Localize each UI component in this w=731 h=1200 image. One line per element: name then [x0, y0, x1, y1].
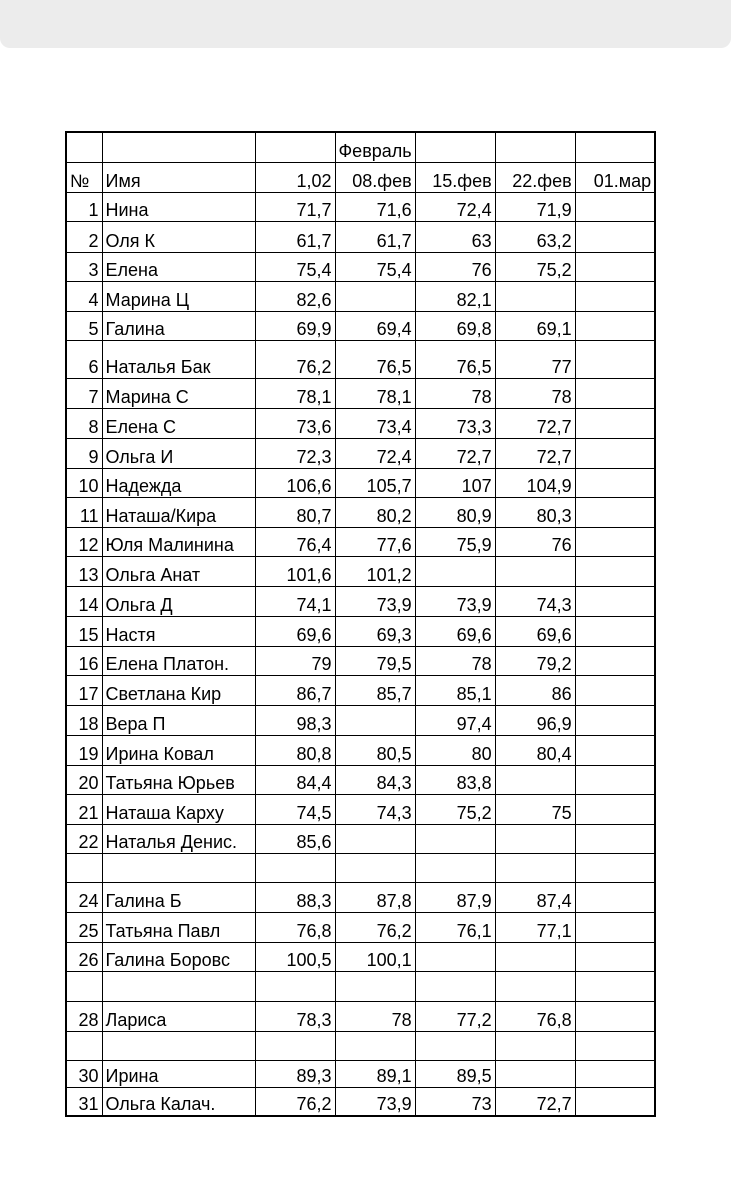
participant-name: Лариса	[102, 1001, 255, 1031]
weight-value: 76,5	[415, 340, 495, 378]
weight-value	[575, 616, 655, 646]
row-number: 28	[66, 1001, 102, 1031]
weight-value: 69,6	[415, 616, 495, 646]
table-row	[66, 971, 655, 1001]
weight-value: 76,1	[415, 912, 495, 942]
weight-value: 83,8	[415, 765, 495, 794]
table-row	[66, 912, 655, 942]
row-number: 4	[66, 281, 102, 311]
weight-table	[65, 131, 656, 1117]
weight-value: 78	[495, 378, 575, 408]
weight-value: 76,5	[335, 340, 415, 378]
weight-value	[575, 646, 655, 675]
date-header: 08.фев	[335, 162, 415, 192]
weight-value: 84,4	[255, 765, 335, 794]
weight-value: 76,4	[255, 527, 335, 556]
table-row	[66, 468, 655, 497]
table-row	[66, 882, 655, 912]
weight-value: 73,3	[415, 408, 495, 438]
weight-value	[495, 765, 575, 794]
weight-value: 76	[415, 252, 495, 281]
weight-value: 72,4	[415, 192, 495, 221]
weight-value	[495, 824, 575, 853]
weight-value: 77	[495, 340, 575, 378]
participant-name: Нина	[102, 192, 255, 221]
weight-value: 69,4	[335, 311, 415, 340]
row-number: 16	[66, 646, 102, 675]
weight-value	[575, 705, 655, 735]
participant-name: Вера П	[102, 705, 255, 735]
weight-value: 73,4	[335, 408, 415, 438]
weight-value	[575, 221, 655, 252]
row-number: 2	[66, 221, 102, 252]
participant-name: Марина С	[102, 378, 255, 408]
weight-value: 78,3	[255, 1001, 335, 1031]
weight-value: 73,9	[415, 586, 495, 616]
weight-value: 74,3	[495, 586, 575, 616]
table-row	[66, 281, 655, 311]
weight-value: 80,4	[495, 735, 575, 765]
weight-value: 107	[415, 468, 495, 497]
weight-value: 89,1	[335, 1060, 415, 1087]
weight-value	[575, 281, 655, 311]
table-row	[66, 794, 655, 824]
table-row	[66, 192, 655, 221]
table-row	[66, 675, 655, 705]
weight-value	[575, 438, 655, 468]
participant-name: Елена	[102, 252, 255, 281]
table-row	[66, 497, 655, 527]
table-row	[66, 311, 655, 340]
weight-value	[495, 556, 575, 586]
weight-value: 82,6	[255, 281, 335, 311]
participant-name: Ольга Анат	[102, 556, 255, 586]
weight-value: 75,2	[495, 252, 575, 281]
weight-value: 72,7	[495, 1087, 575, 1116]
weight-value: 105,7	[335, 468, 415, 497]
participant-name: Галина	[102, 311, 255, 340]
weight-value	[335, 824, 415, 853]
table-row	[66, 221, 655, 252]
weight-value: 69,8	[415, 311, 495, 340]
participant-name	[102, 1031, 255, 1060]
weight-value	[415, 853, 495, 882]
weight-value	[495, 942, 575, 971]
weight-value	[575, 192, 655, 221]
weight-value: 74,5	[255, 794, 335, 824]
weight-value: 98,3	[255, 705, 335, 735]
weight-value: 71,9	[495, 192, 575, 221]
table-row	[66, 1001, 655, 1031]
weight-value	[495, 971, 575, 1001]
row-number: 18	[66, 705, 102, 735]
weight-value	[575, 1001, 655, 1031]
table-row	[66, 556, 655, 586]
weight-value: 100,5	[255, 942, 335, 971]
weight-value: 80,2	[335, 497, 415, 527]
row-number: 17	[66, 675, 102, 705]
weight-value: 61,7	[255, 221, 335, 252]
weight-value	[415, 824, 495, 853]
row-number: 5	[66, 311, 102, 340]
weight-value: 74,1	[255, 586, 335, 616]
weight-value: 76	[495, 527, 575, 556]
weight-value: 72,3	[255, 438, 335, 468]
table-row	[66, 705, 655, 735]
table-row	[66, 735, 655, 765]
month-header-row	[66, 132, 655, 162]
weight-value: 89,3	[255, 1060, 335, 1087]
weight-value: 88,3	[255, 882, 335, 912]
weight-value	[495, 853, 575, 882]
participant-name: Наталья Денис.	[102, 824, 255, 853]
column-header-row	[66, 162, 655, 192]
weight-value	[575, 794, 655, 824]
weight-value	[575, 942, 655, 971]
weight-value: 75,2	[415, 794, 495, 824]
participant-name: Настя	[102, 616, 255, 646]
row-number: 26	[66, 942, 102, 971]
date-header: 1,02	[255, 162, 335, 192]
weight-value: 104,9	[495, 468, 575, 497]
date-header: 22.фев	[495, 162, 575, 192]
weight-value: 85,6	[255, 824, 335, 853]
weight-value: 76,2	[335, 912, 415, 942]
table-row	[66, 527, 655, 556]
participant-name: Оля К	[102, 221, 255, 252]
weight-value: 78	[415, 378, 495, 408]
weight-value: 101,6	[255, 556, 335, 586]
weight-value: 85,1	[415, 675, 495, 705]
weight-value: 78,1	[335, 378, 415, 408]
weight-value	[415, 1031, 495, 1060]
row-number: 1	[66, 192, 102, 221]
weight-value	[335, 853, 415, 882]
weight-value: 86	[495, 675, 575, 705]
participant-name: Наташа/Кира	[102, 497, 255, 527]
weight-value	[575, 735, 655, 765]
weight-value	[575, 675, 655, 705]
row-number	[66, 971, 102, 1001]
weight-value	[575, 378, 655, 408]
weight-value	[575, 586, 655, 616]
weight-value: 97,4	[415, 705, 495, 735]
date-header: 01.мар	[575, 162, 655, 192]
weight-value: 85,7	[335, 675, 415, 705]
weight-value: 69,6	[255, 616, 335, 646]
row-number: 24	[66, 882, 102, 912]
weight-value: 76,2	[255, 1087, 335, 1116]
weight-value: 75,9	[415, 527, 495, 556]
weight-value: 61,7	[335, 221, 415, 252]
row-number: 14	[66, 586, 102, 616]
table-row	[66, 853, 655, 882]
table-row	[66, 824, 655, 853]
weight-value: 72,7	[495, 438, 575, 468]
weight-value	[415, 942, 495, 971]
weight-value	[575, 971, 655, 1001]
row-number: 31	[66, 1087, 102, 1116]
weight-value: 80,7	[255, 497, 335, 527]
weight-value: 69,6	[495, 616, 575, 646]
weight-value: 71,7	[255, 192, 335, 221]
weight-value	[575, 468, 655, 497]
weight-value	[255, 853, 335, 882]
weight-value	[495, 1060, 575, 1087]
weight-value	[575, 527, 655, 556]
participant-name	[102, 853, 255, 882]
weight-value: 77,1	[495, 912, 575, 942]
weight-value: 72,4	[335, 438, 415, 468]
weight-value: 78	[335, 1001, 415, 1031]
participant-name: Юля Малинина	[102, 527, 255, 556]
weight-value	[575, 556, 655, 586]
participant-name: Ирина	[102, 1060, 255, 1087]
participant-name: Марина Ц	[102, 281, 255, 311]
weight-value	[335, 1031, 415, 1060]
weight-value	[335, 971, 415, 1001]
weight-value	[255, 1031, 335, 1060]
weight-value: 79,2	[495, 646, 575, 675]
row-number: 8	[66, 408, 102, 438]
weight-value: 63,2	[495, 221, 575, 252]
weight-value: 82,1	[415, 281, 495, 311]
row-number: 21	[66, 794, 102, 824]
weight-value	[415, 556, 495, 586]
participant-name: Ирина Ковал	[102, 735, 255, 765]
weight-value: 96,9	[495, 705, 575, 735]
weight-value	[575, 1060, 655, 1087]
table-row	[66, 586, 655, 616]
row-number: 10	[66, 468, 102, 497]
row-number	[66, 853, 102, 882]
row-number: 13	[66, 556, 102, 586]
weight-value: 76,8	[255, 912, 335, 942]
weight-value	[575, 1087, 655, 1116]
weight-value	[575, 311, 655, 340]
weight-value: 80,5	[335, 735, 415, 765]
table-row	[66, 1031, 655, 1060]
participant-name: Галина Б	[102, 882, 255, 912]
table-row	[66, 646, 655, 675]
weight-value: 73	[415, 1087, 495, 1116]
row-number: 9	[66, 438, 102, 468]
table-row	[66, 408, 655, 438]
date-header: 15.фев	[415, 162, 495, 192]
weight-value: 80,9	[415, 497, 495, 527]
weight-value: 76,2	[255, 340, 335, 378]
weight-value: 74,3	[335, 794, 415, 824]
weight-value	[495, 281, 575, 311]
weight-value: 69,1	[495, 311, 575, 340]
weight-value: 76,8	[495, 1001, 575, 1031]
top-bar	[0, 0, 731, 48]
weight-value	[415, 971, 495, 1001]
participant-name: Татьяна Юрьев	[102, 765, 255, 794]
weight-value: 75,4	[335, 252, 415, 281]
participant-name: Ольга Д	[102, 586, 255, 616]
weight-value: 106,6	[255, 468, 335, 497]
weight-value: 78	[415, 646, 495, 675]
weight-value: 77,6	[335, 527, 415, 556]
number-header: №	[66, 162, 102, 192]
name-header: Имя	[102, 162, 255, 192]
weight-value: 79	[255, 646, 335, 675]
weight-value	[575, 765, 655, 794]
participant-name: Татьяна Павл	[102, 912, 255, 942]
weight-value: 101,2	[335, 556, 415, 586]
weight-value: 73,9	[335, 1087, 415, 1116]
weight-value: 72,7	[495, 408, 575, 438]
row-number: 25	[66, 912, 102, 942]
weight-value: 100,1	[335, 942, 415, 971]
weight-value: 80,8	[255, 735, 335, 765]
participant-name: Ольга Калач.	[102, 1087, 255, 1116]
weight-value: 87,9	[415, 882, 495, 912]
participant-name: Наталья Бак	[102, 340, 255, 378]
weight-value: 73,9	[335, 586, 415, 616]
participant-name	[102, 971, 255, 1001]
weight-value	[495, 1031, 575, 1060]
table-row	[66, 1060, 655, 1087]
weight-value: 78,1	[255, 378, 335, 408]
participant-name: Елена Платон.	[102, 646, 255, 675]
weight-value	[575, 1031, 655, 1060]
weight-value: 87,4	[495, 882, 575, 912]
participant-name: Елена С	[102, 408, 255, 438]
weight-value: 87,8	[335, 882, 415, 912]
row-number: 19	[66, 735, 102, 765]
table-row	[66, 252, 655, 281]
row-number: 6	[66, 340, 102, 378]
row-number: 3	[66, 252, 102, 281]
row-number: 30	[66, 1060, 102, 1087]
row-number: 11	[66, 497, 102, 527]
weight-value	[575, 882, 655, 912]
row-number: 20	[66, 765, 102, 794]
weight-value	[575, 824, 655, 853]
weight-value	[575, 408, 655, 438]
weight-value: 63	[415, 221, 495, 252]
table-row	[66, 616, 655, 646]
weight-value	[335, 281, 415, 311]
table-row	[66, 438, 655, 468]
weight-value: 73,6	[255, 408, 335, 438]
table-row	[66, 942, 655, 971]
weight-value: 86,7	[255, 675, 335, 705]
row-number: 7	[66, 378, 102, 408]
weight-value	[575, 340, 655, 378]
weight-value	[255, 971, 335, 1001]
weight-value: 72,7	[415, 438, 495, 468]
table-row	[66, 378, 655, 408]
weight-value: 75	[495, 794, 575, 824]
participant-name: Светлана Кир	[102, 675, 255, 705]
participant-name: Ольга И	[102, 438, 255, 468]
participant-name: Надежда	[102, 468, 255, 497]
weight-value: 69,9	[255, 311, 335, 340]
participant-name: Наташа Карху	[102, 794, 255, 824]
weight-value: 80,3	[495, 497, 575, 527]
weight-value: 77,2	[415, 1001, 495, 1031]
table-row	[66, 340, 655, 378]
row-number: 12	[66, 527, 102, 556]
weight-value	[575, 853, 655, 882]
weight-value: 69,3	[335, 616, 415, 646]
table-row	[66, 765, 655, 794]
weight-value	[575, 912, 655, 942]
weight-value: 71,6	[335, 192, 415, 221]
weight-value	[575, 252, 655, 281]
row-number: 22	[66, 824, 102, 853]
weight-value: 80	[415, 735, 495, 765]
row-number	[66, 1031, 102, 1060]
weight-value: 84,3	[335, 765, 415, 794]
weight-value: 79,5	[335, 646, 415, 675]
month-label: Февраль	[335, 132, 415, 162]
weight-value	[335, 705, 415, 735]
participant-name: Галина Боровс	[102, 942, 255, 971]
weight-value	[575, 497, 655, 527]
weight-value: 75,4	[255, 252, 335, 281]
table-row	[66, 1087, 655, 1116]
weight-value: 89,5	[415, 1060, 495, 1087]
row-number: 15	[66, 616, 102, 646]
